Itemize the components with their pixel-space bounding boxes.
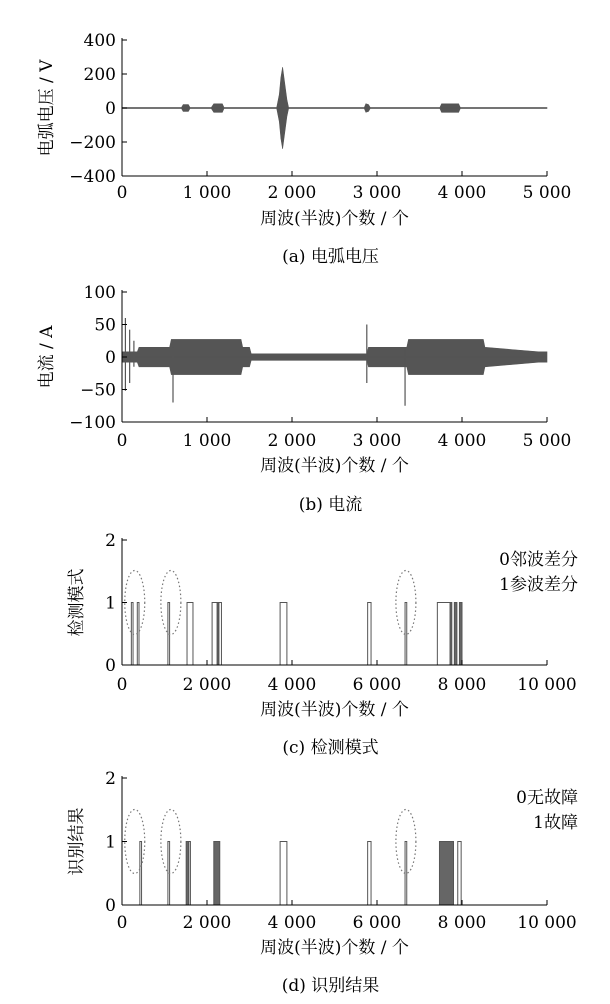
panel-d-pulse bbox=[214, 842, 220, 906]
panel-d-pulse bbox=[189, 842, 191, 906]
panel-a-x-axis-label: 周波(半波)个数 / 个 bbox=[260, 209, 409, 229]
panel-b-y-tick-label: −50 bbox=[80, 380, 116, 401]
panel-b-x-tick-label: 0 bbox=[116, 431, 128, 451]
panel-a-caption: (a) 电弧电压 bbox=[282, 247, 379, 267]
panel-c-pulse bbox=[437, 603, 450, 666]
panel-a-x-tick-label: 2 000 bbox=[267, 183, 317, 203]
panel-d-pulse bbox=[439, 842, 453, 906]
panel-d-legend-entry: 1故障 bbox=[533, 813, 578, 833]
panel-d-x-axis-label: 周波(半波)个数 / 个 bbox=[260, 938, 409, 958]
panel-c-y-tick-label: 2 bbox=[105, 531, 116, 551]
panel-a-x-tick-label: 3 000 bbox=[352, 183, 402, 203]
panel-c-x-tick-label: 4 000 bbox=[267, 675, 317, 695]
panel-a-y-axis-label: 电弧电压 / V bbox=[37, 59, 57, 157]
panel-c-pulse bbox=[212, 603, 217, 666]
panel-d-pulse bbox=[280, 842, 287, 906]
panel-d-pulse bbox=[458, 842, 461, 906]
panel-a-y-tick-label: −400 bbox=[69, 167, 116, 187]
panel-d-x-tick-label: 2 000 bbox=[182, 913, 232, 933]
panel-a-y-tick-label: −200 bbox=[69, 133, 116, 153]
panel-b-x-tick-label: 1 000 bbox=[182, 431, 232, 451]
panel-d-y-tick-label: 0 bbox=[105, 896, 116, 916]
panel-b-x-tick-label: 4 000 bbox=[437, 431, 487, 451]
panel-c-legend-entry: 0邻波差分 bbox=[499, 550, 578, 570]
panel-d-x-tick-label: 4 000 bbox=[267, 913, 317, 933]
panel-c-pulse bbox=[405, 603, 407, 666]
panel-d-pulse bbox=[405, 842, 407, 906]
panel-d-legend-entry: 0无故障 bbox=[516, 788, 578, 808]
panel-b-x-tick-label: 3 000 bbox=[352, 431, 402, 451]
panel-b-x-tick-label: 2 000 bbox=[267, 431, 317, 451]
panel-d-x-tick-label: 10 000 bbox=[517, 913, 577, 933]
panel-c-pulse bbox=[454, 603, 457, 666]
panel-d-highlight-ellipse bbox=[161, 810, 181, 874]
panel-d-pulse bbox=[368, 842, 371, 906]
panel-d-y-tick-label: 1 bbox=[105, 832, 116, 853]
panel-a-y-tick-label: 400 bbox=[83, 31, 116, 51]
panel-b-y-tick-label: 100 bbox=[83, 283, 116, 303]
panel-b-x-tick-label: 5 000 bbox=[522, 431, 572, 451]
panel-a-y-tick-label: 0 bbox=[105, 99, 116, 119]
panel-c-pulse bbox=[368, 603, 371, 666]
panel-c-x-tick-label: 10 000 bbox=[517, 675, 577, 695]
panel-a-y-tick-label: 200 bbox=[83, 65, 116, 85]
panel-c-pulse bbox=[219, 603, 222, 666]
panel-b-y-tick-label: −100 bbox=[69, 413, 116, 433]
panel-c-highlight-ellipse bbox=[125, 571, 145, 635]
panel-a-x-tick-label: 0 bbox=[116, 183, 128, 203]
panel-d-x-tick-label: 6 000 bbox=[352, 913, 402, 933]
panel-d-y-tick-label: 2 bbox=[105, 769, 116, 789]
panel-c-x-axis-label: 周波(半波)个数 / 个 bbox=[260, 700, 409, 720]
panel-c-y-axis-label: 检测模式 bbox=[67, 568, 87, 637]
panel-d-x-tick-label: 0 bbox=[116, 913, 128, 933]
panel-c-x-tick-label: 8 000 bbox=[437, 675, 487, 695]
panel-c-legend-entry: 1参波差分 bbox=[499, 575, 578, 595]
panel-b-y-tick-label: 0 bbox=[105, 348, 116, 368]
panel-c-highlight-ellipse bbox=[161, 571, 181, 635]
panel-c-caption: (c) 检测模式 bbox=[282, 738, 379, 758]
panel-a-x-tick-label: 1 000 bbox=[182, 183, 232, 203]
panel-c-pulse bbox=[450, 603, 452, 666]
panel-c-pulse bbox=[459, 603, 462, 666]
panel-c-pulse bbox=[187, 603, 193, 666]
panel-a-x-tick-label: 4 000 bbox=[437, 183, 487, 203]
panel-d-pulse bbox=[140, 842, 142, 906]
panel-c-y-tick-label: 1 bbox=[105, 593, 116, 614]
panel-c-x-tick-label: 0 bbox=[116, 675, 128, 695]
panel-a-x-tick-label: 5 000 bbox=[522, 183, 572, 203]
panel-b-x-axis-label: 周波(半波)个数 / 个 bbox=[260, 456, 409, 476]
panel-d-y-axis-label: 识别结果 bbox=[67, 807, 87, 876]
panel-b-caption: (b) 电流 bbox=[298, 495, 363, 515]
panel-d-x-tick-label: 8 000 bbox=[437, 913, 487, 933]
panel-c-x-tick-label: 6 000 bbox=[352, 675, 402, 695]
panel-d-caption: (d) 识别结果 bbox=[281, 976, 380, 996]
panel-c-y-tick-label: 0 bbox=[105, 656, 116, 676]
panel-b-y-axis-label: 电流 / A bbox=[37, 325, 57, 389]
panel-c-pulse bbox=[280, 603, 287, 666]
panel-c-x-tick-label: 2 000 bbox=[182, 675, 232, 695]
panel-b-y-tick-label: 50 bbox=[94, 315, 116, 336]
